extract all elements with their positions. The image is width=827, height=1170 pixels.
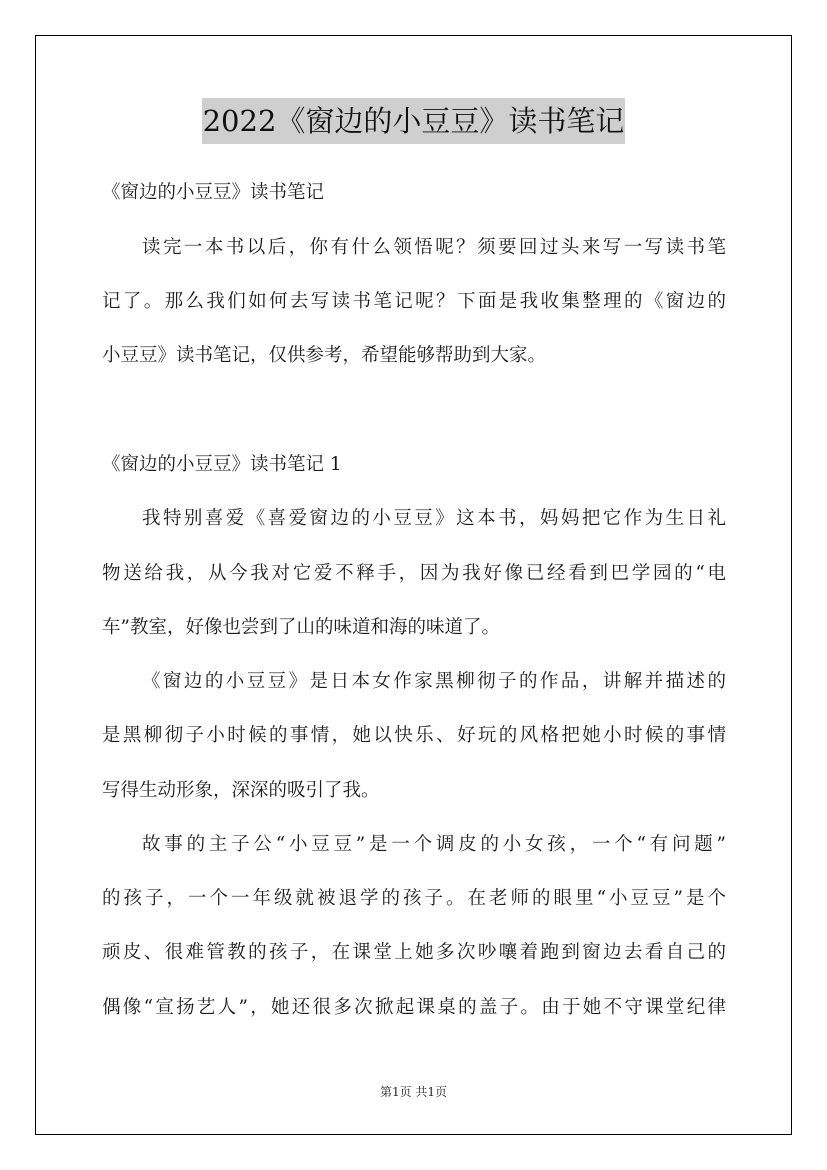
paragraph-line: 物送给我，从今我对它爱不释手，因为我好像已经看到巴学园的“电 bbox=[102, 563, 726, 584]
paragraph-line: 是黑柳彻子小时候的事情，她以快乐、好玩的风格把她小时候的事情 bbox=[102, 725, 726, 746]
paragraph-line: 故事的主子公“小豆豆”是一个调皮的小女孩，一个“有问题” bbox=[142, 834, 726, 855]
paragraph-line: 顽皮、很难管教的孩子，在课堂上她多次吵嚷着跑到窗边去看自己的 bbox=[102, 942, 726, 963]
document-title: 2022《窗边的小豆豆》读书笔记 bbox=[202, 98, 626, 144]
title-container bbox=[0, 98, 827, 144]
page-number-footer: 第1页 共1页 bbox=[379, 1085, 448, 1099]
paragraph-line: 读完一本书以后，你有什么领悟呢？须要回过头来写一写读书笔 bbox=[142, 237, 726, 258]
paragraph-line: 《窗边的小豆豆》是日本女作家黑柳彻子的作品，讲解并描述的 bbox=[142, 671, 726, 692]
paragraph-line: 小豆豆》读书笔记，仅供参考，希望能够帮助到大家。 bbox=[102, 345, 547, 366]
section-heading: 《窗边的小豆豆》读书笔记 1 bbox=[102, 454, 342, 475]
paragraph-line: 偶像“宣扬艺人”，她还很多次掀起课桌的盖子。由于她不守课堂纪律 bbox=[102, 997, 726, 1018]
paragraph-line: 的孩子，一个一年级就被退学的孩子。在老师的眼里“小豆豆”是个 bbox=[102, 888, 726, 909]
paragraph-line: 记了。那么我们如何去写读书笔记呢？下面是我收集整理的《窗边的 bbox=[102, 291, 726, 312]
paragraph-line: 写得生动形象，深深的吸引了我。 bbox=[102, 780, 380, 801]
subtitle-line: 《窗边的小豆豆》读书笔记 bbox=[102, 182, 325, 203]
paragraph-line: 车”教室，好像也尝到了山的味道和海的味道了。 bbox=[102, 617, 500, 638]
paragraph-line: 我特别喜爱《喜爱窗边的小豆豆》这本书，妈妈把它作为生日礼 bbox=[142, 508, 726, 529]
